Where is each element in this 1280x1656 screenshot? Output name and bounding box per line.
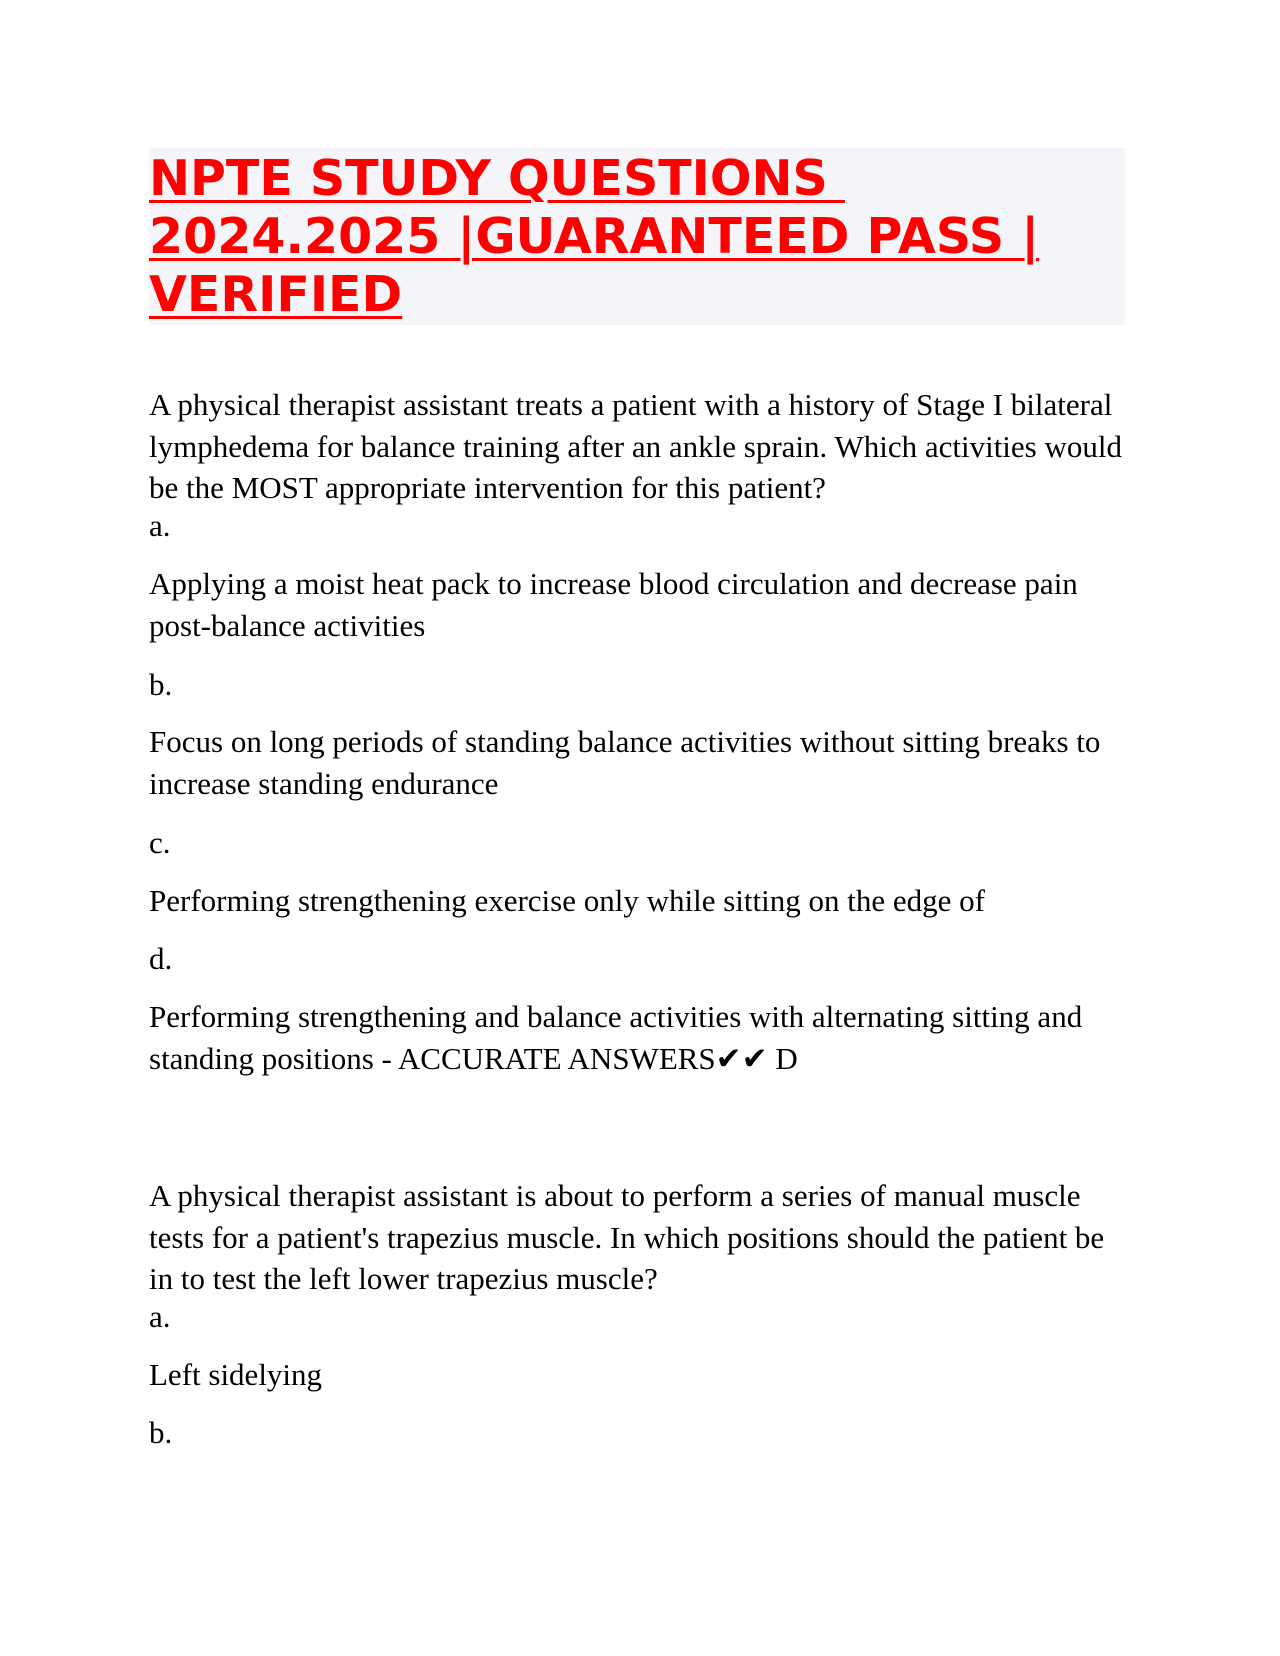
question-1-option-d-text: Performing strengthening and balance activities with alternating sitting and standing positions - ACCURATE ANSWERS✔✔ D	[149, 999, 1083, 1076]
title-line: 2024.2025 |GUARANTEED PASS |	[149, 208, 1040, 265]
question-2-option-a-label: a.	[149, 1299, 171, 1334]
question-2-option-b-label: b.	[149, 1415, 173, 1450]
question-1-stem: A physical therapist assistant treats a patient with a history of Stage I bilateral lymphedema for balance training after an ankle sprain. Which activities would be the MOST appropriate intervention for this patient?	[149, 387, 1122, 505]
question-1-option-c-label: c.	[149, 825, 171, 860]
question-1-option-d-label: d.	[149, 941, 173, 976]
question-2-stem: A physical therapist assistant is about to perform a series of manual muscle tests for a patient's trapezius muscle. In which positions should the patient be in to test the left lower trapezius muscle?	[149, 1178, 1105, 1296]
title-line: VERIFIED	[149, 266, 403, 323]
title-banner	[149, 148, 1125, 325]
question-1-option-a-label: a.	[149, 508, 171, 543]
document-title	[149, 150, 1039, 324]
question-1-option-a-text: Applying a moist heat pack to increase blood circulation and decrease pain post-balance activities	[149, 566, 1078, 643]
question-1-option-c-text: Performing strengthening exercise only while sitting on the edge of	[149, 883, 985, 918]
question-1-option-b-text: Focus on long periods of standing balance activities without sitting breaks to increase standing endurance	[149, 724, 1101, 801]
title-line: NPTE STUDY QUESTIONS	[149, 150, 845, 207]
question-1-option-b-label: b.	[149, 667, 173, 702]
question-2-option-a-text: Left sidelying	[149, 1357, 323, 1392]
